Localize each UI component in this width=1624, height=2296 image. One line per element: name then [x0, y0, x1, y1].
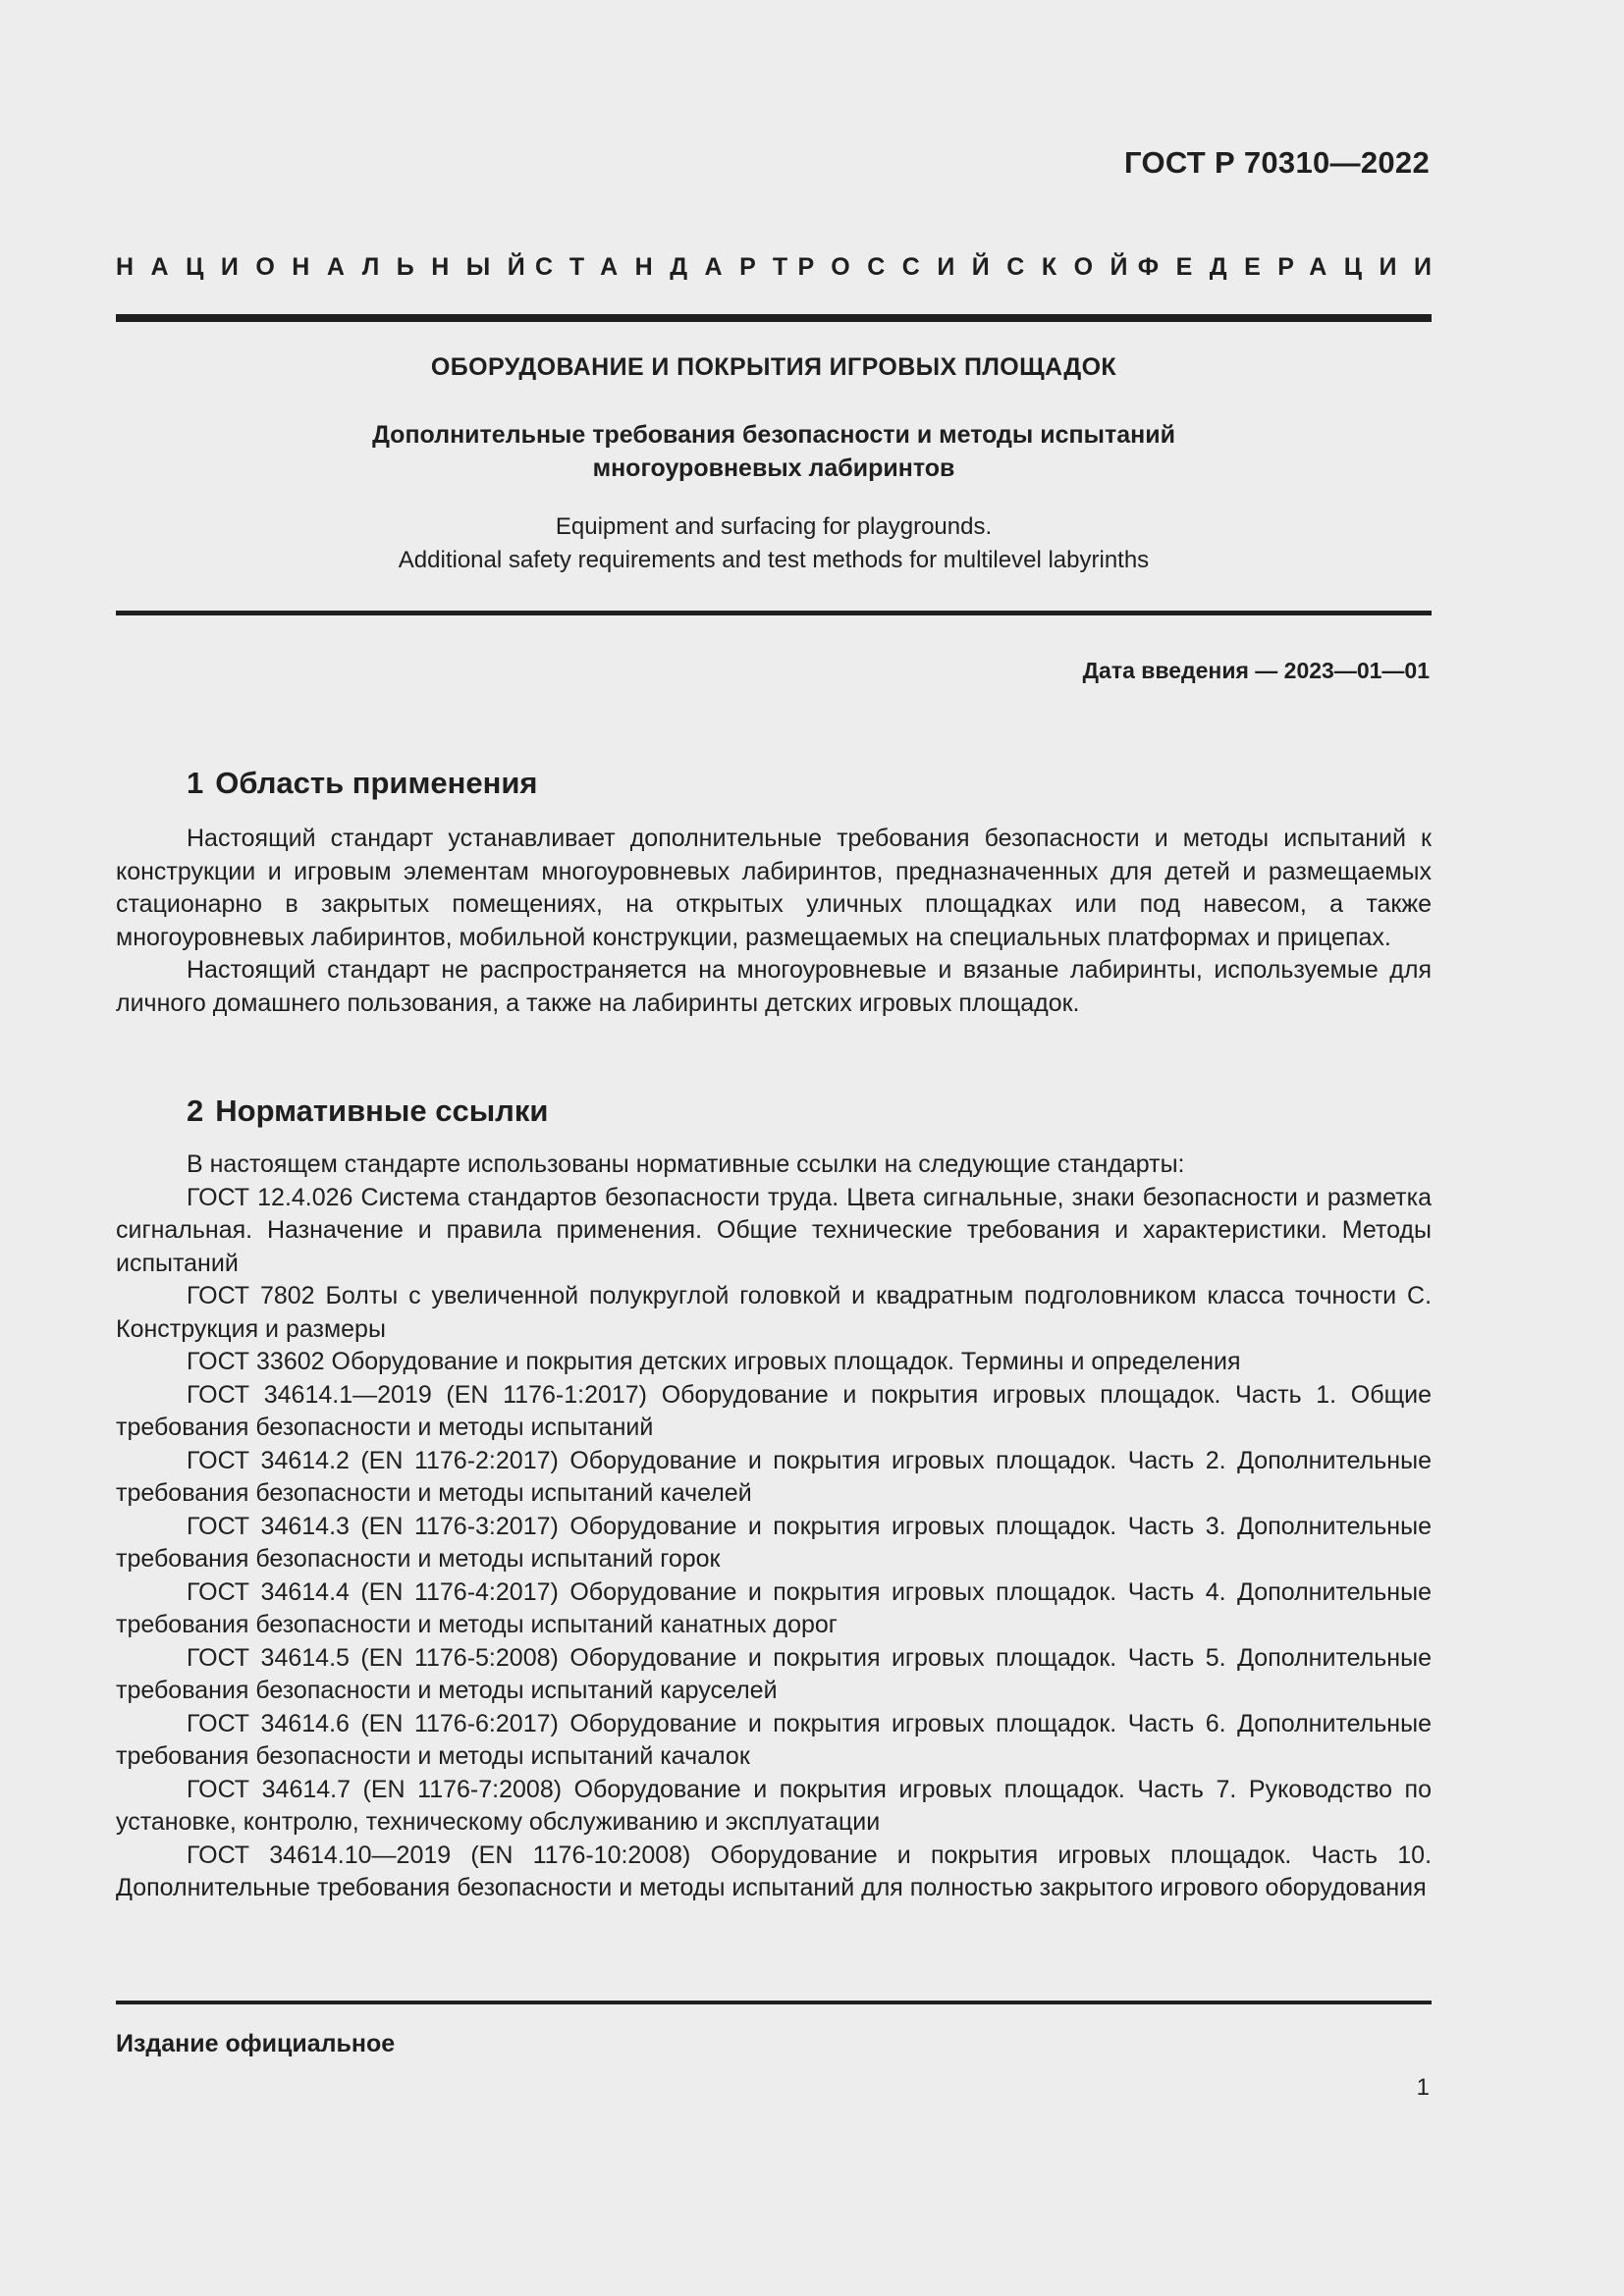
- document-subtitle: [116, 418, 1432, 485]
- page-number: 1: [1416, 2074, 1430, 2101]
- national-word: РОССИЙСКОЙ: [797, 253, 1146, 281]
- reference-code: ГОСТ 34614.2 (EN 1176-2:2017): [187, 1446, 559, 1474]
- section-normative-references: [116, 1094, 1432, 1905]
- reference-item: [116, 1576, 1432, 1642]
- official-edition-label: Издание официальное: [116, 2030, 396, 2057]
- reference-code: ГОСТ 34614.7 (EN 1176-7:2008): [187, 1775, 563, 1803]
- reference-item: [116, 1280, 1432, 1346]
- paragraph: Настоящий стандарт не распространяется на многоуровневые и вязаные лабиринты, используемые для личного домашнего пользования, а также на лабиринты детских игровых площадок.: [116, 956, 1432, 1017]
- top-divider: [116, 314, 1432, 322]
- reference-code: ГОСТ 34614.5 (EN 1176-5:2008): [187, 1643, 559, 1672]
- reference-text: Оборудование и покрытия игровых площадок. Часть 2. Дополнительные требования безопасности и методы испытаний качелей: [116, 1446, 1432, 1507]
- reference-text: Оборудование и покрытия игровых площадок. Часть 4. Дополнительные требования безопасности и методы испытаний канатных дорог: [116, 1577, 1432, 1638]
- national-word: ФЕДЕРАЦИИ: [1137, 253, 1449, 281]
- reference-text: Оборудование и покрытия игровых площадок. Часть 3. Дополнительные требования безопасности и методы испытаний горок: [116, 1512, 1432, 1573]
- reference-code: ГОСТ 33602: [187, 1348, 325, 1375]
- reference-code: ГОСТ 34614.3 (EN 1176-3:2017): [187, 1512, 559, 1540]
- section-title: Нормативные ссылки: [215, 1094, 549, 1128]
- subtitle-line: Дополнительные требования безопасности и методы испытаний: [372, 421, 1175, 449]
- reference-text: Оборудование и покрытия игровых площадок. Часть 6. Дополнительные требования безопасности и методы испытаний качалок: [116, 1709, 1432, 1770]
- reference-text: Оборудование и покрытия детских игровых площадок. Термины и определения: [331, 1348, 1241, 1375]
- reference-text: Оборудование и покрытия игровых площадок. Часть 10. Дополнительные требования безопасности и методы испытаний для полностью закрытого игрового оборудования: [116, 1841, 1433, 1901]
- national-word: СТАНДАРТ: [534, 253, 805, 281]
- reference-item: [116, 1642, 1432, 1708]
- section-number: 1: [187, 766, 204, 800]
- english-title: [116, 510, 1432, 577]
- section-scope: [116, 766, 1432, 1020]
- reference-text: Болты с увеличенной полукруглой головкой и квадратным подголовником класса точности С. Конструкция и размеры: [116, 1282, 1433, 1343]
- reference-code: ГОСТ 34614.1—2019 (EN 1176-1:2017): [187, 1380, 648, 1409]
- section-heading: [116, 766, 1432, 801]
- reference-code: ГОСТ 7802: [187, 1282, 315, 1309]
- section-title: Область применения: [215, 766, 538, 800]
- title-divider: [116, 611, 1432, 615]
- paragraph: Настоящий стандарт устанавливает дополнительные требования безопасности и методы испытаний к конструкции и игровым элементам многоуровневых лабиринтов, предназначенных для детей и размещаемых стационарно в закрытых помещениях, на открытых уличных площадках или под навесом, а также многоуровневых лабиринтов, мобильной конструкции, размещаемых на специальных платформах и прицепах.: [116, 825, 1432, 951]
- reference-text: Оборудование и покрытия игровых площадок. Часть 1. Общие требования безопасности и методы испытаний: [116, 1380, 1433, 1441]
- introduction-date: Дата введения — 2023—01—01: [1082, 658, 1430, 683]
- reference-item: [116, 1182, 1432, 1281]
- national-standard-heading: [116, 253, 1449, 282]
- english-title-line: Additional safety requirements and test methods for multilevel labyrinths: [398, 547, 1150, 573]
- document-title: ОБОРУДОВАНИЕ И ПОКРЫТИЯ ИГРОВЫХ ПЛОЩАДОК: [430, 353, 1117, 381]
- subtitle-line: многоуровневых лабиринтов: [592, 454, 955, 482]
- english-title-line: Equipment and surfacing for playgrounds.: [555, 513, 993, 540]
- references-intro: В настоящем стандарте использованы нормативные ссылки на следующие стандарты:: [187, 1150, 1185, 1178]
- reference-code: ГОСТ 34614.10—2019 (EN 1176-10:2008): [187, 1841, 691, 1869]
- document-code: ГОСТ Р 70310—2022: [1124, 145, 1430, 180]
- reference-text: Система стандартов безопасности труда. Цвета сигнальные, знаки безопасности и разметка сигнальная. Назначение и правила применения. Общие технические требования и характеристики. Методы испытаний: [116, 1183, 1432, 1277]
- reference-text: Оборудование и покрытия игровых площадок. Часть 7. Руководство по установке, контролю, техническому обслуживанию и эксплуатации: [116, 1775, 1432, 1836]
- footer-divider: [116, 2001, 1432, 2004]
- reference-code: ГОСТ 34614.6 (EN 1176-6:2017): [187, 1709, 559, 1737]
- section-number: 2: [187, 1094, 204, 1128]
- reference-item: [116, 1379, 1432, 1445]
- reference-item: [116, 1774, 1432, 1840]
- section-heading: [116, 1094, 1432, 1129]
- reference-item: [116, 1840, 1432, 1905]
- reference-item: [116, 1708, 1432, 1774]
- national-word: НАЦИОНАЛЬНЫЙ: [116, 253, 543, 281]
- reference-code: ГОСТ 12.4.026: [187, 1183, 353, 1211]
- reference-code: ГОСТ 34614.4 (EN 1176-4:2017): [187, 1577, 559, 1606]
- reference-item: [116, 1445, 1432, 1511]
- reference-item: [116, 1511, 1432, 1576]
- reference-text: Оборудование и покрытия игровых площадок. Часть 5. Дополнительные требования безопасности и методы испытаний каруселей: [116, 1643, 1432, 1704]
- reference-item: [116, 1346, 1432, 1379]
